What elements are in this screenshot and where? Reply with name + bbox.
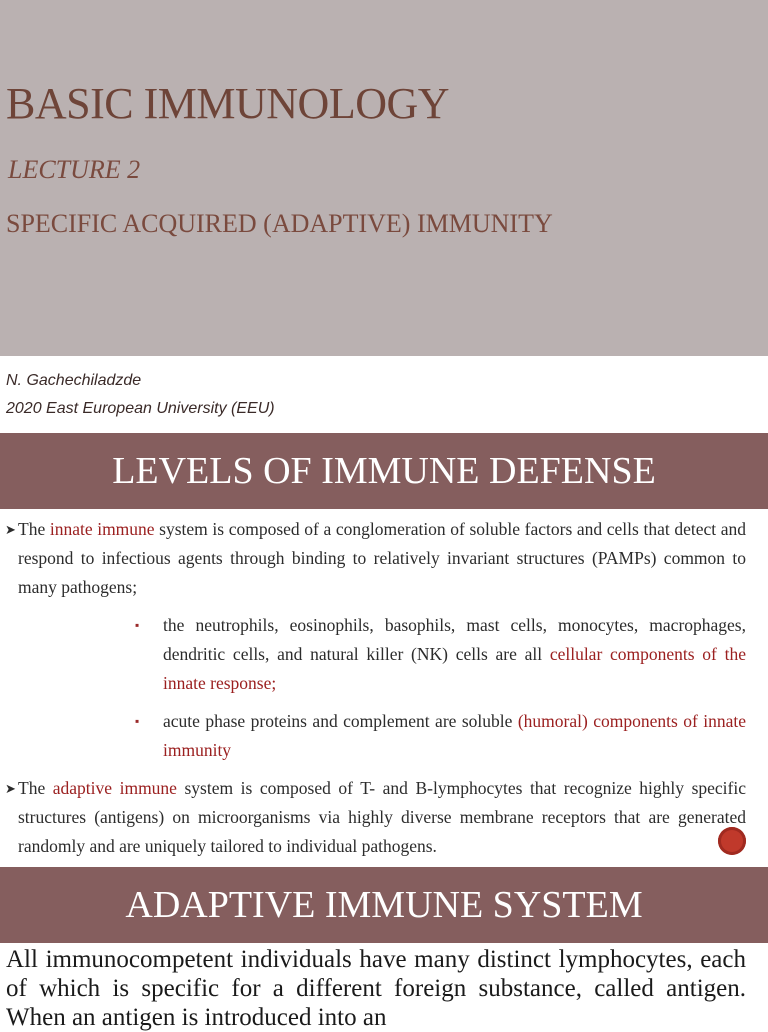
innate-components-highlight: components of innate immunity (163, 711, 747, 760)
square-bullet-icon: ▪ (135, 714, 140, 728)
innate-cells-bullet: ▪ the neutrophils, eosinophils, basophils, mast cells, monocytes, macrophages, dendritic cells, and natural killer (NK) cells are all cellular components of the innate response; (163, 611, 746, 698)
innate-highlight: innate immune (49, 519, 155, 539)
title-slide (0, 0, 768, 356)
arrow-bullet-icon: ➤ (5, 781, 16, 796)
arrow-bullet-icon: ➤ (5, 522, 16, 537)
author-block (6, 367, 275, 423)
slide-heading-levels (0, 433, 768, 509)
adaptive-highlight: adaptive immune (52, 778, 177, 798)
author-name: N. Gachechiladzde (6, 372, 142, 389)
adaptive-paragraph: ➤ The adaptive immune system is composed of T- and B-lymphocytes that recognize highly specific structures (antigens) on microorganisms via highly diverse membrane receptors that are generated randomly and are uniquely tailored to individual pathogens. (6, 774, 746, 861)
innate-paragraph: ➤ The innate immune system is composed of a conglomeration of soluble factors and cells that detect and respond to infectious agents through binding to relatively invariant structures (PAMPs) common to many pathogens; (6, 515, 746, 602)
slide-heading-adaptive (0, 867, 768, 943)
page-title: BASIC IMMUNOLOGY (6, 79, 450, 128)
lecture-number: LECTURE 2 (8, 155, 141, 184)
lecture-subtitle: SPECIFIC ACQUIRED (ADAPTIVE) IMMUNITY (6, 209, 553, 238)
adaptive-body: All immunocompetent individuals have many distinct lymphocytes, each of which is specific for a different foreign substance, called antigen. When an antigen is introduced into an (6, 946, 746, 1031)
square-bullet-icon: ▪ (135, 618, 140, 632)
levels-content (6, 515, 746, 861)
author-affiliation: 2020 East European University (EEU) (6, 400, 275, 417)
innate-humoral-bullet: ▪ acute phase proteins and complement are soluble (humoral) components of innate immunity (163, 707, 746, 765)
humoral-highlight: (humoral) (517, 711, 588, 731)
cellular-highlight: cellular components of the innate response; (163, 644, 746, 693)
record-button-icon[interactable] (718, 827, 746, 855)
levels-heading: LEVELS OF IMMUNE DEFENSE (112, 450, 656, 492)
adaptive-heading: ADAPTIVE IMMUNE SYSTEM (125, 884, 643, 926)
